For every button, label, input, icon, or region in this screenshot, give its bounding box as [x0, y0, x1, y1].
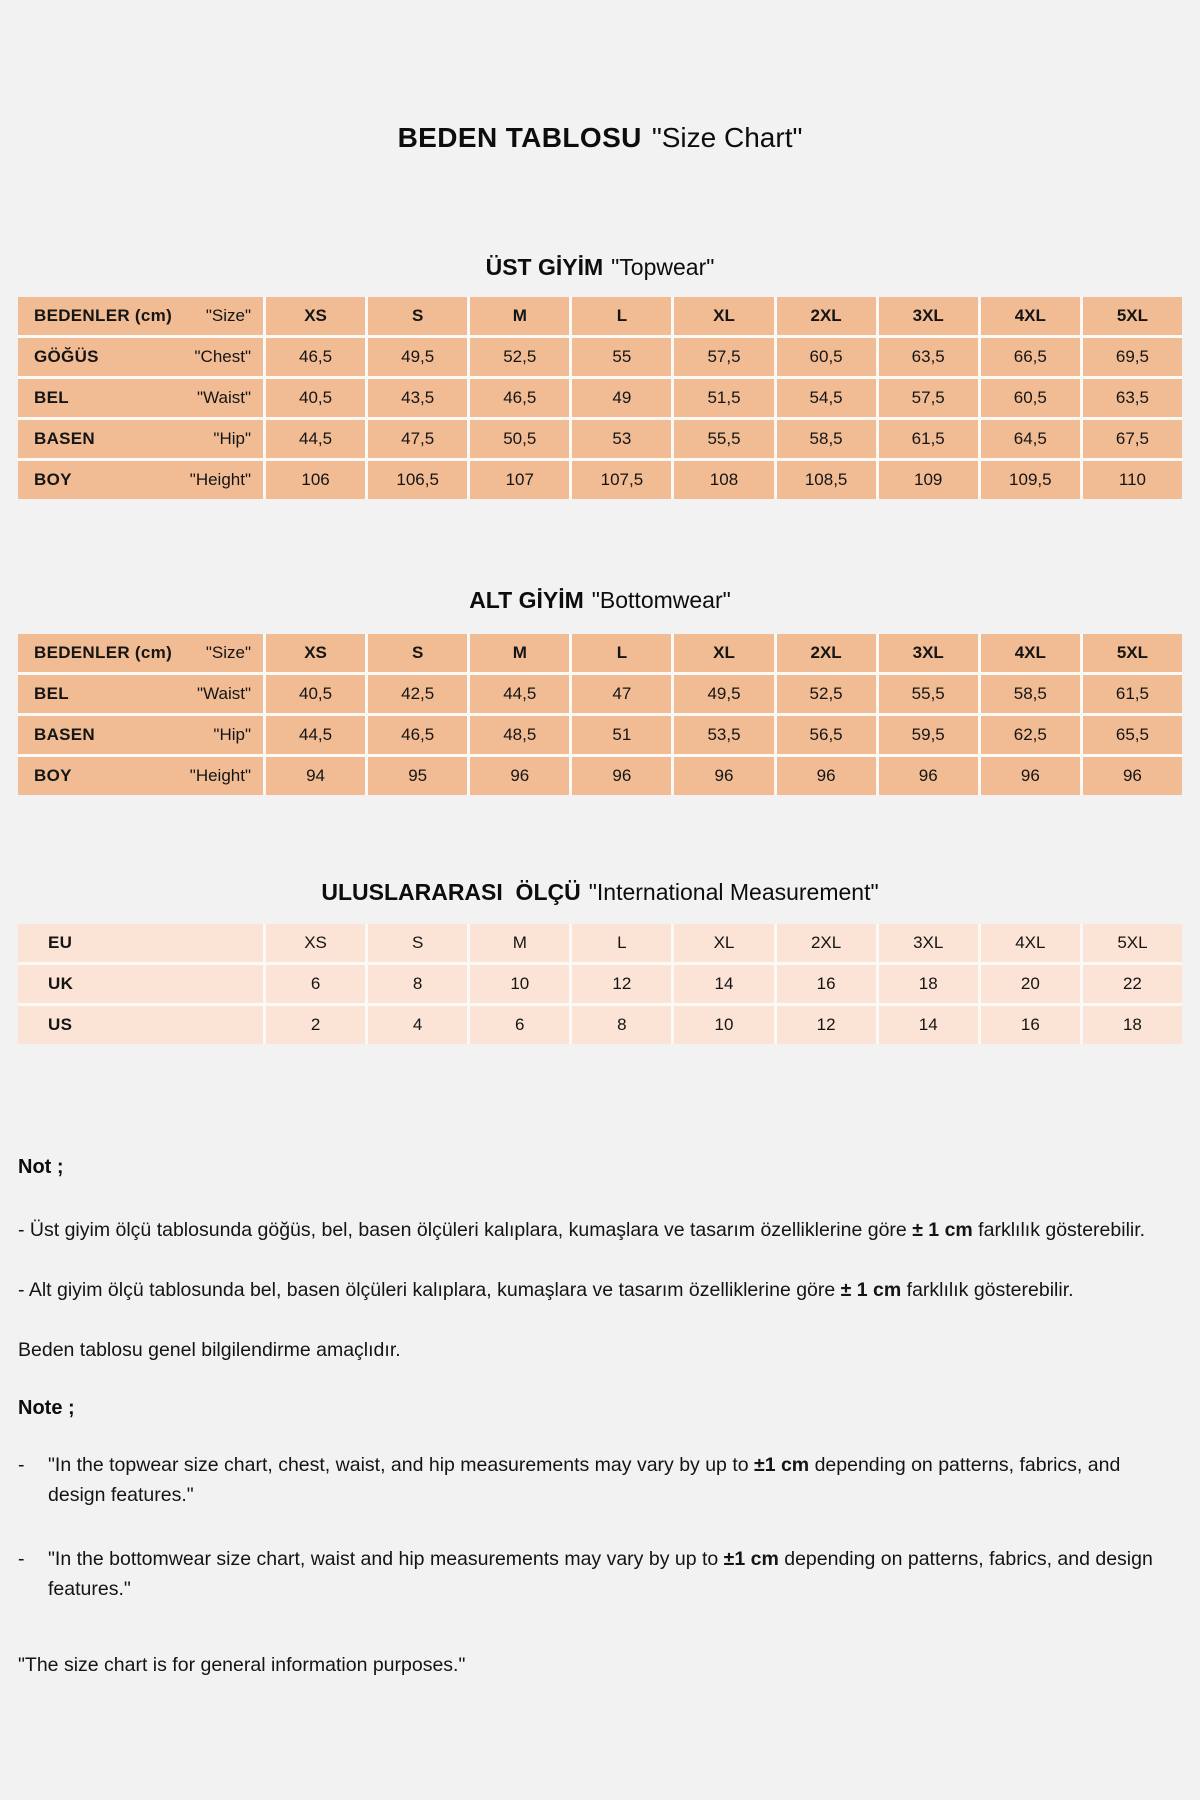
- value-cell: 50,5: [470, 420, 569, 458]
- value-cell: 60,5: [777, 338, 876, 376]
- value-cell: 8: [572, 1006, 671, 1044]
- value-cell: 52,5: [470, 338, 569, 376]
- value-cell: 55,5: [674, 420, 773, 458]
- note-text-bold: ±1 cm: [723, 1548, 779, 1570]
- value-cell: 106,5: [368, 461, 467, 499]
- column-header-cell: L: [572, 297, 671, 335]
- column-header-cell: XL: [674, 297, 773, 335]
- value-cell: 96: [1083, 757, 1182, 795]
- value-cell: 2: [266, 1006, 365, 1044]
- row-label-english: "Hip": [213, 429, 251, 448]
- column-header-cell: XS: [266, 297, 365, 335]
- value-cell: 48,5: [470, 716, 569, 754]
- value-cell: 96: [777, 757, 876, 795]
- note-heading-english: Note ;: [18, 1397, 75, 1419]
- value-cell: 42,5: [368, 675, 467, 713]
- international-title-english: "International Measurement": [588, 879, 879, 905]
- column-header-label-cell: [18, 297, 263, 335]
- value-cell: 51,5: [674, 379, 773, 417]
- value-cell: 10: [674, 1006, 773, 1044]
- note-text: depending on patterns, fabrics, and design features.": [48, 1454, 1121, 1506]
- value-cell: XS: [266, 924, 365, 962]
- value-cell: 109: [879, 461, 978, 499]
- column-header-cell: 2XL: [777, 634, 876, 672]
- row-label-turkish: BEDENLER (cm): [34, 643, 173, 662]
- value-cell: 22: [1083, 965, 1182, 1003]
- value-cell: 57,5: [674, 338, 773, 376]
- value-cell: 47: [572, 675, 671, 713]
- row-label-turkish: BASEN: [34, 429, 96, 448]
- note-english-footer: "The size chart is for general information purposes.": [18, 1654, 466, 1676]
- value-cell: 56,5: [777, 716, 876, 754]
- value-cell: 10: [470, 965, 569, 1003]
- row-label-cell: [18, 461, 263, 499]
- value-cell: 43,5: [368, 379, 467, 417]
- value-cell: 53: [572, 420, 671, 458]
- value-cell: 46,5: [470, 379, 569, 417]
- value-cell: 12: [777, 1006, 876, 1044]
- row-label-turkish: BASEN: [34, 725, 96, 744]
- value-cell: 5XL: [1083, 924, 1182, 962]
- value-cell: 16: [981, 1006, 1080, 1044]
- column-header-cell: 4XL: [981, 297, 1080, 335]
- section-bottomwear: [0, 587, 1200, 795]
- bullet-marker: -: [18, 1548, 25, 1570]
- value-cell: 6: [266, 965, 365, 1003]
- value-cell: 96: [981, 757, 1080, 795]
- value-cell: 63,5: [1083, 379, 1182, 417]
- value-cell: 108: [674, 461, 773, 499]
- section-international: [0, 879, 1200, 1044]
- row-label-cell: [18, 716, 263, 754]
- column-header-cell: 4XL: [981, 634, 1080, 672]
- notes-block: [18, 1156, 1182, 1680]
- column-header-cell: S: [368, 634, 467, 672]
- value-cell: 109,5: [981, 461, 1080, 499]
- note-text: farklılık gösterebilir.: [972, 1219, 1146, 1241]
- note-english-topwear: [18, 1450, 1182, 1510]
- value-cell: 51: [572, 716, 671, 754]
- topwear-table: [18, 297, 1182, 499]
- value-cell: 58,5: [981, 675, 1080, 713]
- value-cell: 96: [470, 757, 569, 795]
- value-cell: S: [368, 924, 467, 962]
- international-title-turkish: ULUSLARARASI ÖLÇÜ: [321, 879, 581, 905]
- column-header-cell: M: [470, 634, 569, 672]
- international-section-title: [0, 879, 1200, 906]
- row-label-cell: [18, 757, 263, 795]
- value-cell: 46,5: [266, 338, 365, 376]
- column-header-cell: XS: [266, 634, 365, 672]
- value-cell: 63,5: [879, 338, 978, 376]
- topwear-title-turkish: ÜST GİYİM: [485, 254, 604, 280]
- column-header-cell: 3XL: [879, 634, 978, 672]
- column-header-cell: 3XL: [879, 297, 978, 335]
- value-cell: 14: [674, 965, 773, 1003]
- note-text: - Üst giyim ölçü tablosunda göğüs, bel, basen ölçüleri kalıplara, kumaşlara ve tasarım özelliklerine göre: [18, 1219, 913, 1241]
- value-cell: 49,5: [368, 338, 467, 376]
- value-cell: 69,5: [1083, 338, 1182, 376]
- value-cell: 46,5: [368, 716, 467, 754]
- row-label-turkish: UK: [48, 974, 74, 993]
- note-text: farklılık gösterebilir.: [901, 1279, 1074, 1301]
- note-turkish-bottomwear: [18, 1275, 1182, 1305]
- value-cell: 44,5: [266, 716, 365, 754]
- value-cell: 14: [879, 1006, 978, 1044]
- value-cell: 49: [572, 379, 671, 417]
- note-turkish-topwear: [18, 1215, 1182, 1245]
- column-header-cell: 2XL: [777, 297, 876, 335]
- value-cell: 18: [1083, 1006, 1182, 1044]
- note-text: - Alt giyim ölçü tablosunda bel, basen ölçüleri kalıplara, kumaşlara ve tasarım özelliklerine göre: [18, 1279, 841, 1301]
- page-title-turkish: BEDEN TABLOSU: [397, 122, 642, 153]
- section-topwear: [0, 254, 1200, 499]
- value-cell: 6: [470, 1006, 569, 1044]
- row-label-cell: [18, 338, 263, 376]
- value-cell: 47,5: [368, 420, 467, 458]
- row-label-cell: [18, 420, 263, 458]
- value-cell: 2XL: [777, 924, 876, 962]
- topwear-section-title: [0, 254, 1200, 281]
- value-cell: 55,5: [879, 675, 978, 713]
- value-cell: 61,5: [1083, 675, 1182, 713]
- value-cell: 59,5: [879, 716, 978, 754]
- row-label-english: "Hip": [213, 725, 251, 744]
- note-text: depending on patterns, fabrics, and design features.": [48, 1548, 1153, 1600]
- value-cell: 95: [368, 757, 467, 795]
- row-label-english: "Waist": [197, 684, 251, 703]
- note-text-bold: ± 1 cm: [912, 1219, 973, 1241]
- row-label-turkish: BOY: [34, 470, 72, 489]
- value-cell: 110: [1083, 461, 1182, 499]
- value-cell: 53,5: [674, 716, 773, 754]
- topwear-title-english: "Topwear": [611, 254, 715, 280]
- value-cell: 107,5: [572, 461, 671, 499]
- column-header-cell: M: [470, 297, 569, 335]
- value-cell: 8: [368, 965, 467, 1003]
- row-label-english: "Chest": [194, 347, 251, 366]
- value-cell: 61,5: [879, 420, 978, 458]
- row-label-english: "Height": [189, 470, 251, 489]
- page-title: [0, 0, 1200, 154]
- row-label-turkish: EU: [48, 933, 73, 952]
- value-cell: 54,5: [777, 379, 876, 417]
- bottomwear-title-english: "Bottomwear": [591, 587, 731, 613]
- value-cell: 12: [572, 965, 671, 1003]
- row-label-turkish: BEDENLER (cm): [34, 306, 173, 325]
- row-label-turkish: US: [48, 1015, 73, 1034]
- value-cell: 44,5: [266, 420, 365, 458]
- value-cell: 67,5: [1083, 420, 1182, 458]
- column-header-cell: XL: [674, 634, 773, 672]
- value-cell: 106: [266, 461, 365, 499]
- row-label-english: "Size": [205, 643, 251, 662]
- row-label-turkish: GÖĞÜS: [34, 347, 99, 366]
- row-label-turkish: BEL: [34, 684, 69, 703]
- bullet-marker: -: [18, 1454, 25, 1476]
- value-cell: 3XL: [879, 924, 978, 962]
- row-label-english: "Waist": [197, 388, 251, 407]
- column-header-cell: 5XL: [1083, 634, 1182, 672]
- value-cell: 16: [777, 965, 876, 1003]
- value-cell: 57,5: [879, 379, 978, 417]
- value-cell: 40,5: [266, 379, 365, 417]
- row-label-cell: [18, 1006, 263, 1044]
- column-header-cell: S: [368, 297, 467, 335]
- value-cell: 52,5: [777, 675, 876, 713]
- value-cell: 44,5: [470, 675, 569, 713]
- note-text-bold: ± 1 cm: [840, 1279, 902, 1301]
- row-label-cell: [18, 675, 263, 713]
- note-heading-turkish: Not ;: [18, 1156, 64, 1178]
- row-label-turkish: BOY: [34, 766, 72, 785]
- value-cell: 60,5: [981, 379, 1080, 417]
- value-cell: 96: [674, 757, 773, 795]
- note-text-bold: ±1 cm: [754, 1454, 810, 1476]
- value-cell: M: [470, 924, 569, 962]
- row-label-cell: [18, 379, 263, 417]
- bottomwear-table: [18, 634, 1182, 795]
- value-cell: 40,5: [266, 675, 365, 713]
- value-cell: 4XL: [981, 924, 1080, 962]
- value-cell: 4: [368, 1006, 467, 1044]
- row-label-english: "Size": [205, 306, 251, 325]
- value-cell: L: [572, 924, 671, 962]
- column-header-cell: L: [572, 634, 671, 672]
- row-label-english: "Height": [189, 766, 251, 785]
- note-text: "In the topwear size chart, chest, waist, and hip measurements may vary by up to: [48, 1454, 754, 1476]
- value-cell: 66,5: [981, 338, 1080, 376]
- row-label-cell: [18, 965, 263, 1003]
- international-table: [18, 924, 1182, 1044]
- value-cell: 49,5: [674, 675, 773, 713]
- value-cell: 108,5: [777, 461, 876, 499]
- value-cell: 96: [572, 757, 671, 795]
- bottomwear-title-turkish: ALT GİYİM: [469, 587, 584, 613]
- value-cell: XL: [674, 924, 773, 962]
- value-cell: 94: [266, 757, 365, 795]
- row-label-turkish: BEL: [34, 388, 69, 407]
- column-header-cell: 5XL: [1083, 297, 1182, 335]
- value-cell: 20: [981, 965, 1080, 1003]
- row-label-cell: [18, 924, 263, 962]
- value-cell: 65,5: [1083, 716, 1182, 754]
- bottomwear-section-title: [0, 587, 1200, 614]
- page-title-english: "Size Chart": [651, 122, 803, 153]
- value-cell: 96: [879, 757, 978, 795]
- bullet-text: [48, 1450, 1182, 1510]
- note-text: "In the bottomwear size chart, waist and hip measurements may vary by up to: [48, 1548, 724, 1570]
- value-cell: 107: [470, 461, 569, 499]
- value-cell: 55: [572, 338, 671, 376]
- value-cell: 62,5: [981, 716, 1080, 754]
- note-turkish-footer: Beden tablosu genel bilgilendirme amaçlıdır.: [18, 1339, 401, 1361]
- bullet-text: [48, 1544, 1182, 1604]
- value-cell: 58,5: [777, 420, 876, 458]
- note-english-bottomwear: [18, 1544, 1182, 1604]
- value-cell: 18: [879, 965, 978, 1003]
- value-cell: 64,5: [981, 420, 1080, 458]
- column-header-label-cell: [18, 634, 263, 672]
